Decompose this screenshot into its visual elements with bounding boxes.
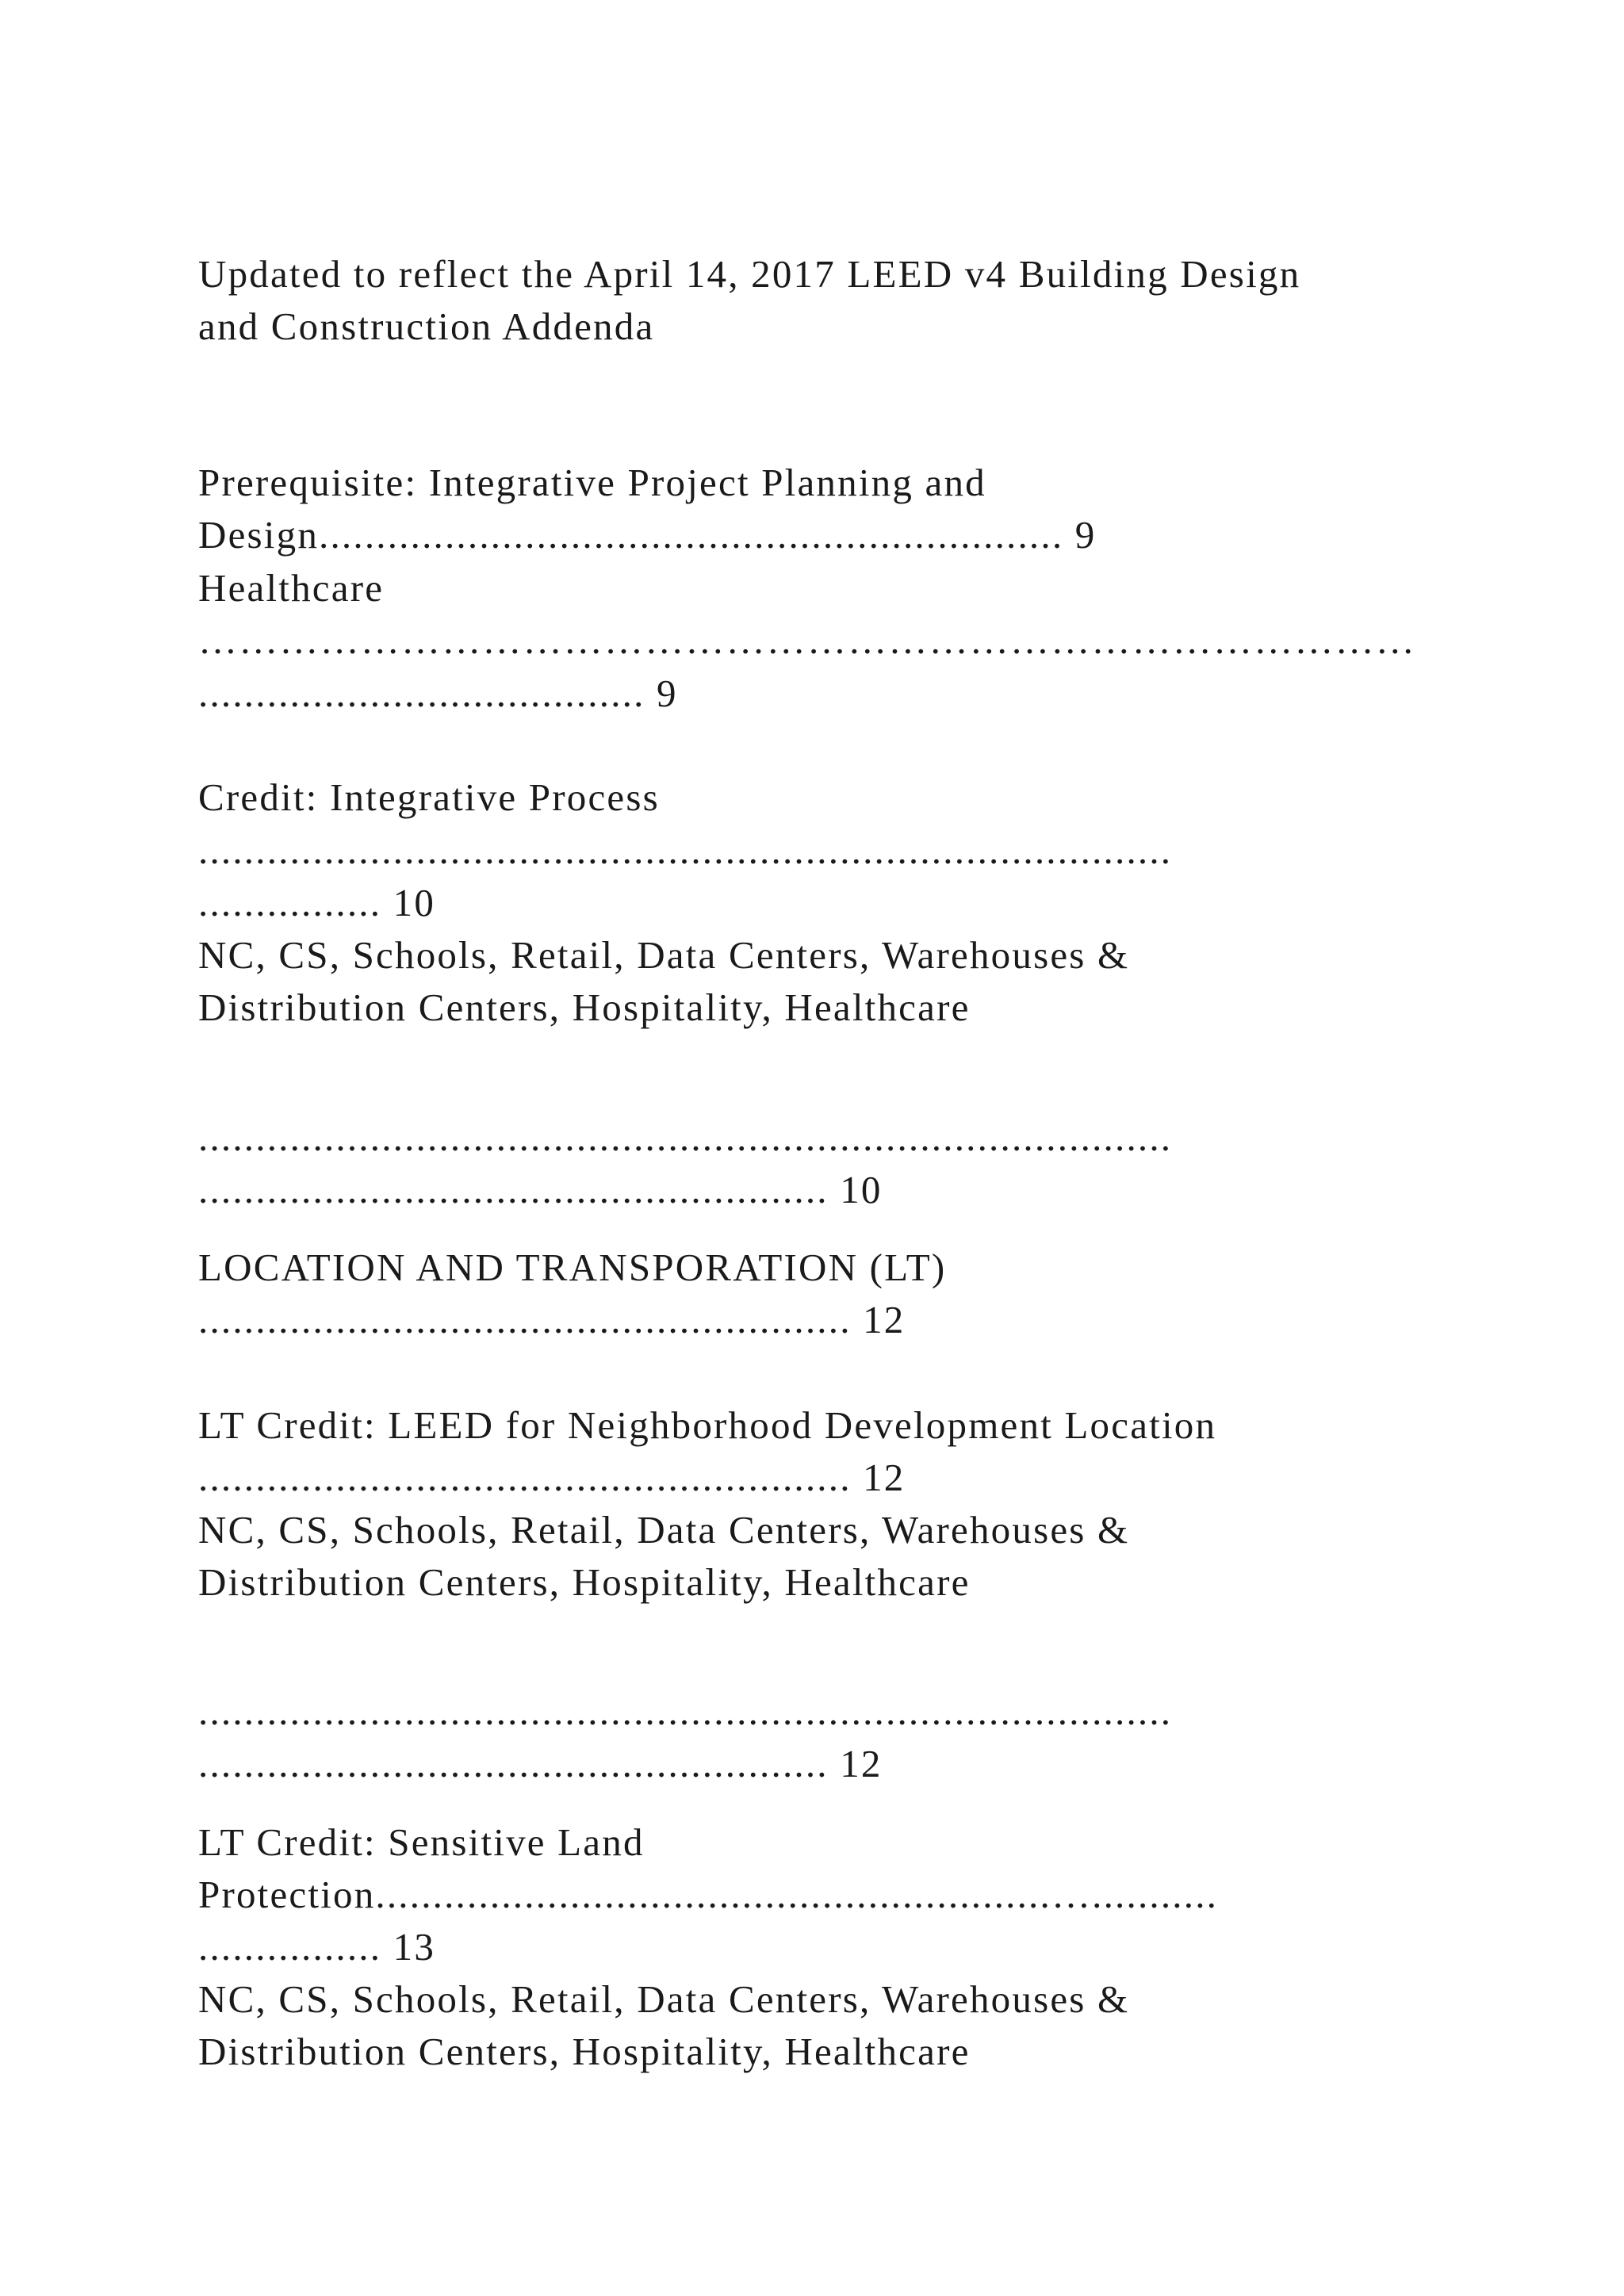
toc-entry-leader: ......................................................... 12 (198, 1298, 906, 1341)
toc-entry-applicability: Healthcare (198, 566, 385, 610)
toc-entry-applicability: Distribution Centers, Hospitality, Healthcare (198, 1560, 971, 1604)
toc-entry-leader: ..................................................................................... (198, 828, 1173, 872)
toc-entry-leader: ……………………………………………………………………………… (198, 618, 1416, 662)
toc-entry-applicability: NC, CS, Schools, Retail, Data Centers, Warehouses & (198, 933, 1130, 977)
toc-entry-title: LT Credit: Sensitive Land (198, 1820, 645, 1864)
toc-entry-leader: ..................................................................................... (198, 1115, 1173, 1159)
addenda-note-line-1: Updated to reflect the April 14, 2017 LEED v4 Building Design (198, 252, 1301, 296)
toc-entry-applicability: Distribution Centers, Hospitality, Healthcare (198, 985, 971, 1029)
toc-entry-leader: ....................................... 9 (198, 672, 678, 715)
toc-entry-leader: ................ 10 (198, 881, 436, 924)
toc-entry-applicability: NC, CS, Schools, Retail, Data Centers, Warehouses & (198, 1977, 1130, 2021)
addenda-note-line-2: and Construction Addenda (198, 304, 655, 348)
toc-entry-title: LT Credit: LEED for Neighborhood Development Location (198, 1403, 1217, 1447)
toc-entry-applicability: NC, CS, Schools, Retail, Data Centers, Warehouses & (198, 1508, 1130, 1552)
toc-section-heading: LOCATION AND TRANSPORATION (LT) (198, 1246, 947, 1289)
toc-entry-leader: ......................................................... 12 (198, 1456, 906, 1499)
toc-entry-leader: Design................................................................. 9 (198, 513, 1097, 557)
toc-entry-leader: ....................................................... 12 (198, 1742, 883, 1785)
toc-entry-leader: ..................................................................................... (198, 1689, 1173, 1733)
toc-entry-title: Prerequisite: Integrative Project Planning and (198, 461, 986, 504)
toc-entry-leader: ................ 13 (198, 1925, 436, 1969)
toc-entry-title: Credit: Integrative Process (198, 775, 660, 819)
toc-entry-applicability: Distribution Centers, Hospitality, Healthcare (198, 2030, 971, 2073)
toc-entry-leader: Protection...........................................................…........... (198, 1873, 1219, 1916)
toc-entry-leader: ....................................................... 10 (198, 1168, 883, 1211)
